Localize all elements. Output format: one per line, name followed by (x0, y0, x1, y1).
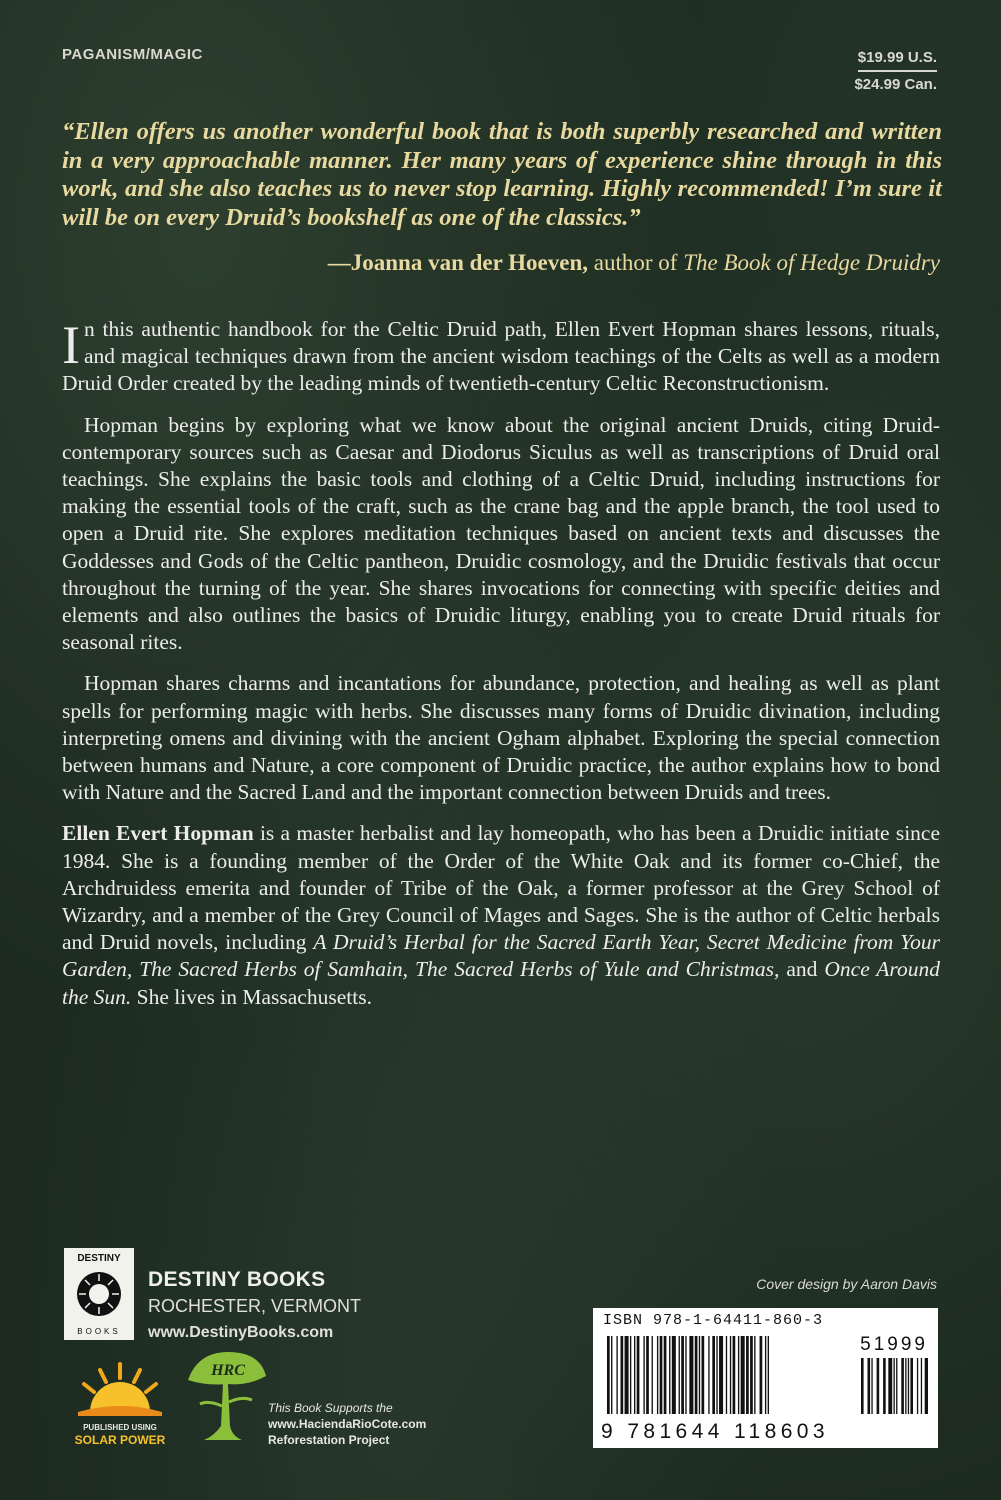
publisher-name: DESTINY BOOKS (148, 1268, 326, 1291)
barcode-bars (603, 1336, 928, 1420)
cover-credit: Cover design by Aaron Davis (756, 1276, 937, 1292)
bio-last-title: Once Around the Sun. (62, 957, 940, 1009)
description-paragraph-2: Hopman begins by exploring what we know about the original ancient Druids, citing Druid-contemporary sources such as Caesar and Diodorus Siculus as well as transcriptions of Druid oral teachings. She explains the basic tools and clothing of a Celtic Druid, including instructions for making the essential tools of the craft, such as the crane bag and the apple branch, the tool used to open a Druid rite. She explores meditation techniques based on ancient texts and discusses the Goddesses and Gods of the Celtic pantheon, Druidic cosmology, and the Druidic festivals that occur throughout the turning of the year. She shares invocations for connecting with specific deities and elements and also outlines the basics of Druidic liturgy, enabling you to create Druid rituals for seasonal rites. (62, 412, 940, 655)
hrc-url[interactable]: www.HaciendaRioCote.com (268, 1417, 427, 1431)
isbn-text: ISBN 978-1-64411-860-3 (603, 1312, 824, 1329)
solar-power-badge (64, 1350, 176, 1450)
barcode-number: 9 781644 118603 (601, 1420, 829, 1443)
bio-author-name: Ellen Evert Hopman (62, 821, 254, 846)
barcode-price-code: 51999 (860, 1334, 928, 1355)
isbn-barcode (593, 1308, 938, 1448)
endorser-book: The Book of Hedge Druidry (683, 250, 940, 275)
description-paragraph-3: Hopman shares charms and incantations for abundance, protection, and healing as well as plant spells for performing magic with herbs. She discusses many forms of Druidic divination, including interpreting omens and divining with the ancient Ogham alphabet. Exploring the special connection between humans and Nature, a core component of Druidic practice, the author explains how to bond with Nature and the Sacred Land and the important connection between Druids and trees. (62, 671, 940, 805)
price-us: $19.99 U.S. (858, 48, 937, 72)
publisher-url[interactable]: www.DestinyBooks.com (148, 1324, 334, 1341)
drop-cap: I (62, 315, 80, 375)
book-description (62, 316, 940, 1025)
svg-text:SOLAR POWER: SOLAR POWER (74, 1433, 166, 1447)
hrc-tree-logo (178, 1346, 272, 1446)
svg-text:DESTINY: DESTINY (77, 1253, 121, 1264)
hrc-line-3: Reforestation Project (268, 1433, 390, 1447)
author-bio: Ellen Evert Hopman is a master herbalist and lay homeopath, who has been a Druidic initiate since 1984. She is a founding member of the Order of the White Oak and its former co-Chief, the Archdruidess emerita and founder of Tribe of the Oak, a former professor at the Grey School of Wizardry, and a member of the Grey Council of Mages and Sages. She is the author of Celtic herbals and Druid novels, including A Druid’s Herbal for the Sacred Earth Year, Secret Medicine from Your Garden, The Sacred Herbs of Samhain, The Sacred Herbs of Yule and Christmas, and Once Around the Sun. She lives in Massachusetts. (62, 821, 941, 1009)
hrc-text-block (268, 1400, 426, 1448)
bio-titles: A Druid’s Herbal for the Sacred Earth Year, Secret Medicine from Your Garden, The Sacred Herbs of Samhain, The Sacred Herbs of Yule and Christmas, (62, 930, 940, 982)
hrc-line-1: This Book Supports the (268, 1401, 393, 1415)
destiny-books-logo (64, 1248, 134, 1340)
price-block (854, 48, 937, 95)
endorsement-quote: “Ellen offers us another wonderful book that is both superbly researched and written in a very approachable manner. Her many years of experience shine through in this work, and she also teaches us to never stop learning. Highly recommended! I’m sure it will be on every Druid’s bookshelf as one of the classics.” (62, 118, 942, 231)
endorser-name: —Joanna van der Hoeven, (327, 250, 589, 275)
svg-text:HRC: HRC (211, 1362, 245, 1379)
endorsement-attribution (62, 250, 940, 276)
category-label: PAGANISM/MAGIC (62, 46, 203, 63)
description-paragraph-1: In this authentic handbook for the Celtic Druid path, Ellen Evert Hopman shares lessons, rituals, and magical techniques drawn from the ancient wisdom teachings of the Celts as well as a modern Druid Order created by the leading minds of twentieth-century Celtic Reconstructionism. (62, 315, 940, 396)
svg-text:BOOKS: BOOKS (77, 1327, 121, 1336)
price-can: $24.99 Can. (854, 76, 937, 93)
publisher-location: ROCHESTER, VERMONT (148, 1296, 362, 1316)
svg-text:PUBLISHED USING: PUBLISHED USING (83, 1423, 157, 1432)
endorser-role: author of (593, 250, 678, 275)
